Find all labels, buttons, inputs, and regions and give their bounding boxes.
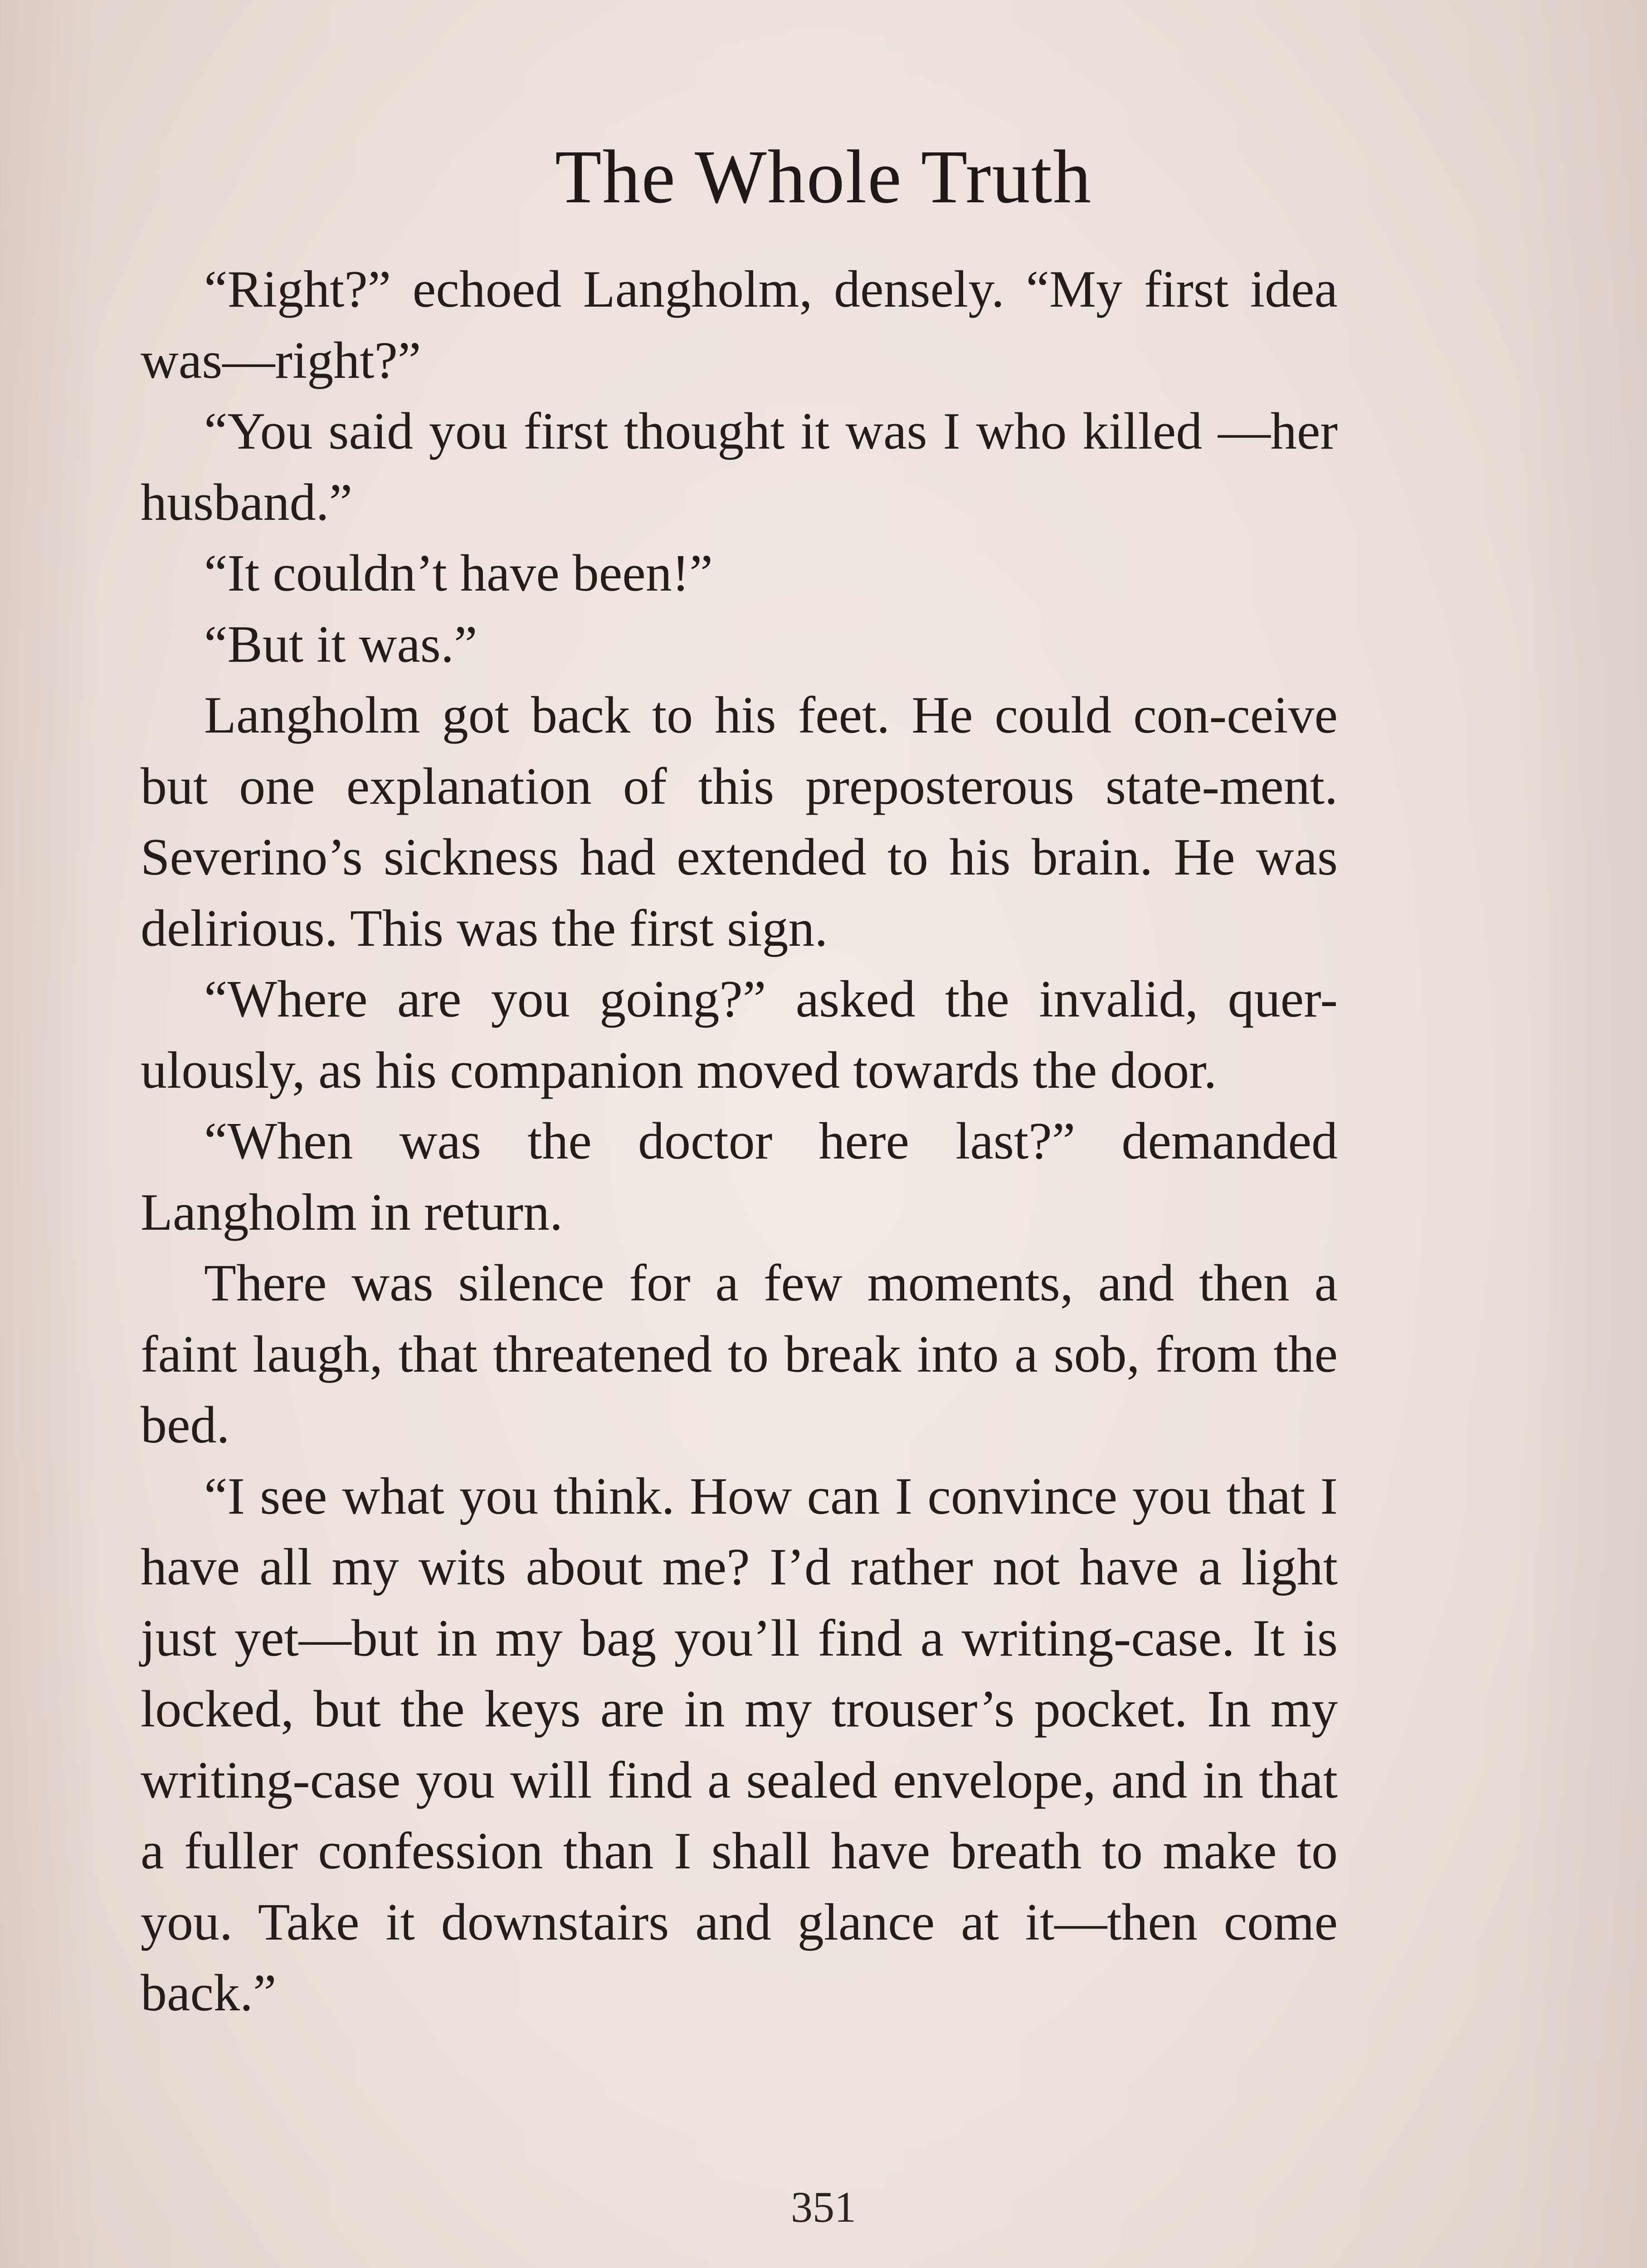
paragraph: “I see what you think. How can I convince you that I have all my wits about me? I’d rather not have a light just yet—but in my bag you’ll find a writing-case. It is locked, but the keys are in my trouser’s pocket. In my writing-case you will find a sealed envelope, and in that a fuller confession than I shall have breath to make to you. Take it downstairs and glance at it—then come back.” bbox=[141, 1467, 1338, 2022]
paragraph: “Where are you going?” asked the invalid, quer-ulously, as his companion moved towards the door. bbox=[141, 970, 1338, 1100]
paragraph: Langholm got back to his feet. He could con-ceive but one explanation of this preposterous state-ment. Severino’s sickness had extended to his brain. He was delirious. This was the first sign. bbox=[141, 686, 1338, 958]
page-number: 351 bbox=[791, 2183, 856, 2231]
paragraph: “You said you first thought it was I who killed —her husband.” bbox=[141, 402, 1338, 532]
paragraph: “It couldn’t have been!” bbox=[204, 544, 713, 602]
body-text bbox=[141, 254, 1338, 2029]
paragraph: “But it was.” bbox=[204, 615, 478, 674]
paragraph: “Right?” echoed Langholm, densely. “My first idea was—right?” bbox=[141, 260, 1338, 390]
paragraph: There was silence for a few moments, and then a faint laugh, that threatened to break into a sob, from the bed. bbox=[141, 1254, 1338, 1454]
running-head: The Whole Truth bbox=[555, 135, 1092, 219]
paragraph: “When was the doctor here last?” demanded Langholm in return. bbox=[141, 1112, 1338, 1242]
